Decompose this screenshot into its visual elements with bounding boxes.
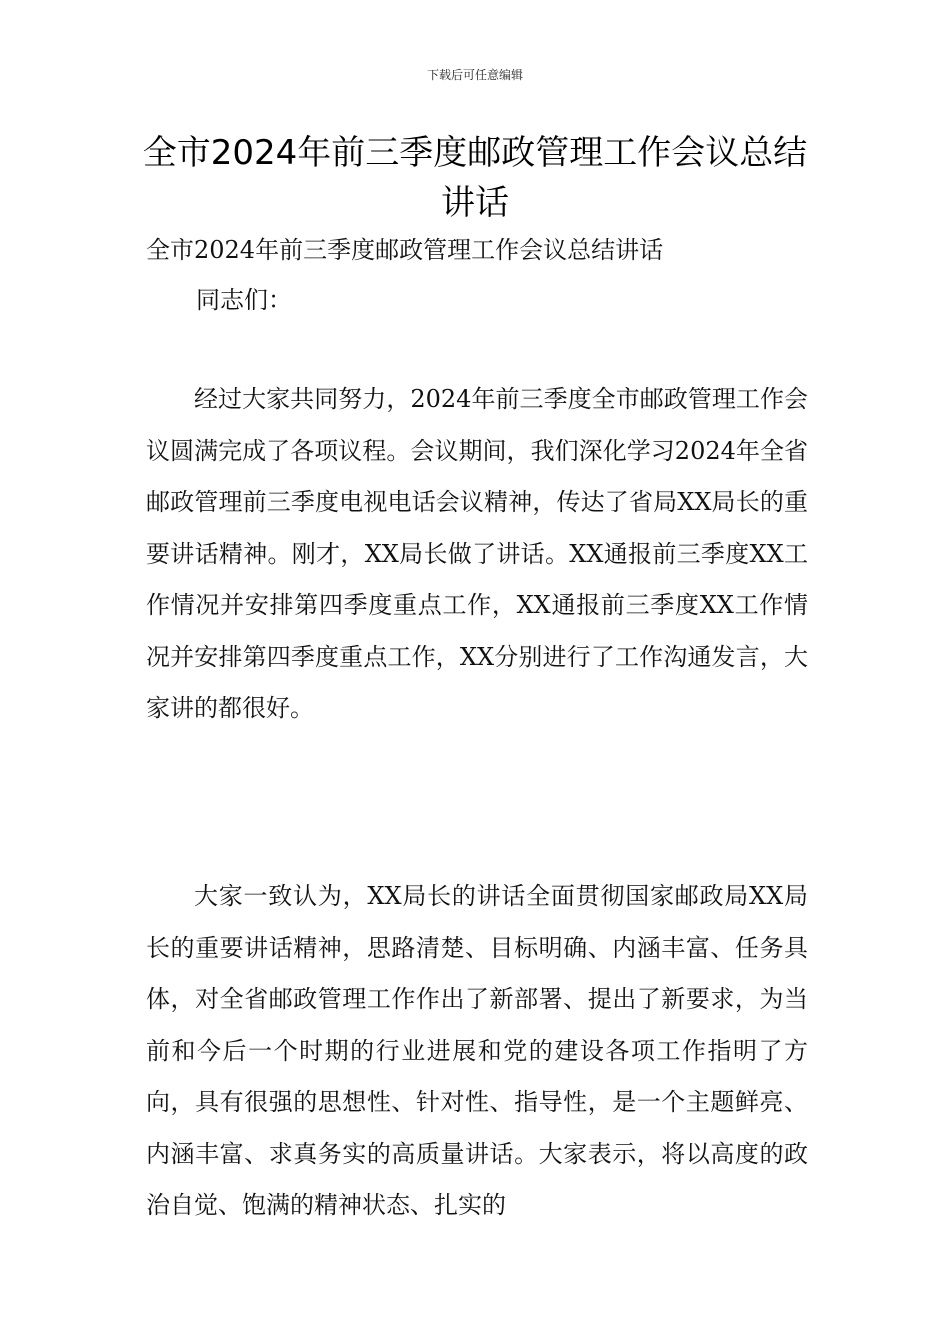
body-paragraph-1: 经过大家共同努力，2024年前三季度全市邮政管理工作会议圆满完成了各项议程。会议期间，我们深化学习2024年全省邮政管理前三季度电视电话会议精神，传达了省局XX局长的重要讲话精神。刚才，XX局长做了讲话。XX通报前三季度XX工作情况并安排第四季度重点工作，XX通报前三季度XX工作情况并安排第四季度重点工作，XX分别进行了工作沟通发言，大家讲的都很好。 <box>146 385 808 722</box>
document-title: 全市2024年前三季度邮政管理工作会议总结讲话 <box>142 133 808 223</box>
body-paragraph-2: 大家一致认为，XX局长的讲话全面贯彻国家邮政局XX局长的重要讲话精神，思路清楚、目标明确、内涵丰富、任务具体，对全省邮政管理工作作出了新部署、提出了新要求，为当前和今后一个时期的行业进展和党的建设各项工作指明了方向，具有很强的思想性、针对性、指导性，是一个主题鲜亮、内涵丰富、求真务实的高质量讲话。大家表示，将以高度的政治自觉、饱满的精神状态、扎实的 <box>146 882 808 1219</box>
header-note: 下载后可任意编辑 <box>426 68 523 82</box>
document-subtitle: 全市2024年前三季度邮政管理工作会议总结讲话 <box>146 236 664 264</box>
greeting: 同志们： <box>196 286 292 314</box>
